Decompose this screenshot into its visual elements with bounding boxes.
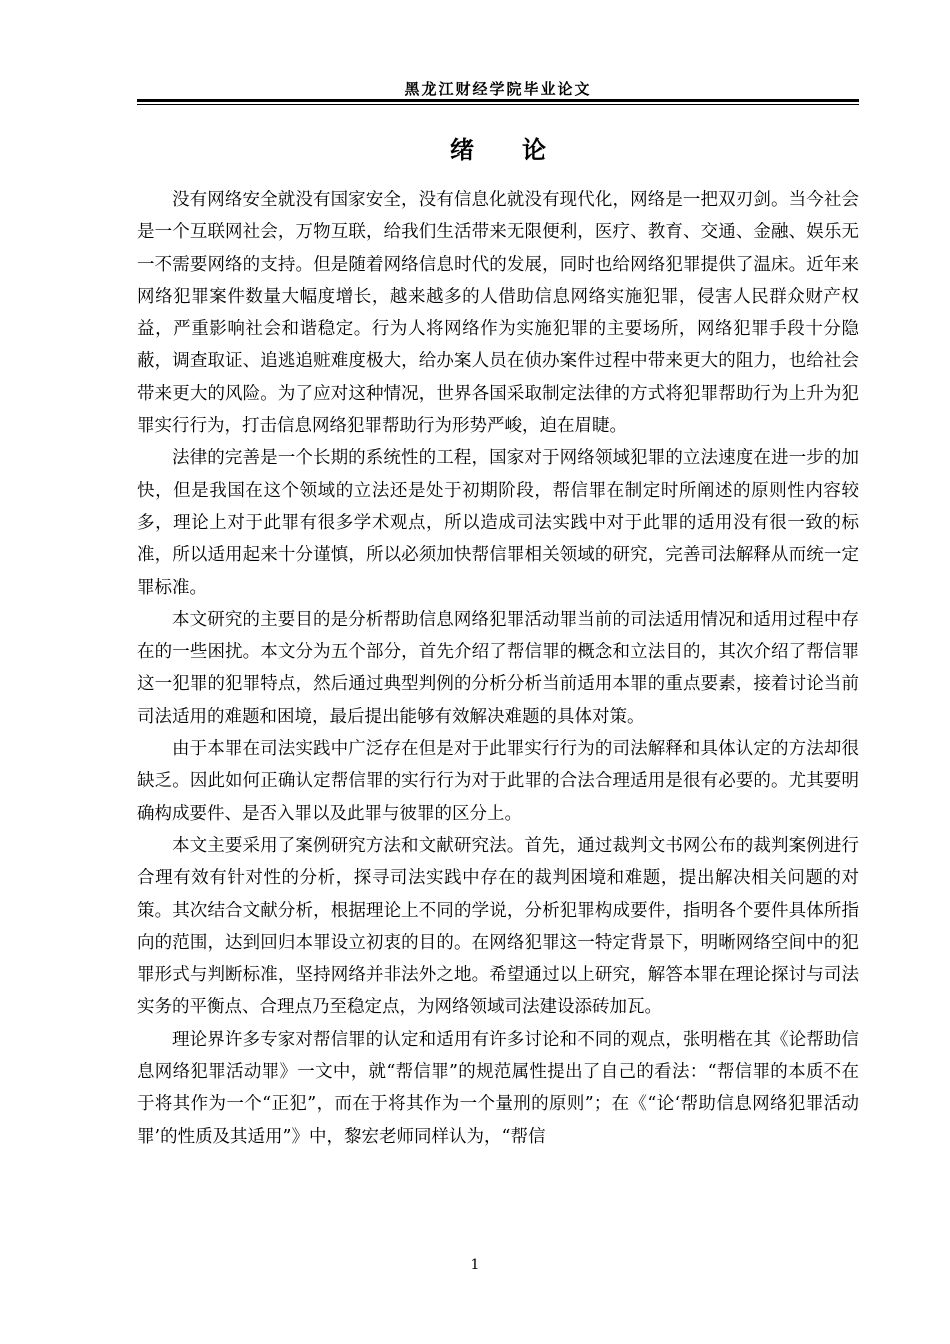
header-rule-thick xyxy=(137,99,859,102)
paragraph: 法律的完善是一个长期的系统性的工程，国家对于网络领域犯罪的立法速度在进一步的加快，但是我国在这个领域的立法还是处于初期阶段，帮信罪在制定时所阐述的原则性内容较多，理论上对于此罪有很多学术观点，所以造成司法实践中对于此罪的适用没有很一致的标准，所以适用起来十分谨慎，所以必须加快帮信罪相关领域的研究，完善司法解释从而统一定罪标准。 xyxy=(137,448,859,598)
paragraph: 由于本罪在司法实践中广泛存在但是对于此罪实行行为的司法解释和具体认定的方法却很缺乏。因此如何正确认定帮信罪的实行行为对于此罪的合法合理适用是很有必要的。尤其要明确构成要件、是否入罪以及此罪与彼罪的区分上。 xyxy=(137,739,859,824)
header-rule-thin xyxy=(137,104,859,105)
paragraph: 理论界许多专家对帮信罪的认定和适用有许多讨论和不同的观点，张明楷在其《论帮助信息网络犯罪活动罪》一文中，就“帮信罪”的规范属性提出了自己的看法：“帮信罪的本质不在于将其作为一个“正犯”，而在于将其作为一个量刑的原则”；在《“论‘帮助信息网络犯罪活动罪’的性质及其适用”》中，黎宏老师同样认为，“帮信 xyxy=(137,1029,859,1147)
page-number: 1 xyxy=(470,1257,480,1273)
body-text xyxy=(137,184,859,1153)
section-title: 绪 论 xyxy=(450,135,546,164)
paragraph: 没有网络安全就没有国家安全，没有信息化就没有现代化，网络是一把双刃剑。当今社会是一个互联网社会，万物互联，给我们生活带来无限便利，医疗、教育、交通、金融、娱乐无一不需要网络的支持。但是随着网络信息时代的发展，同时也给网络犯罪提供了温床。近年来网络犯罪案件数量大幅度增长，越来越多的人借助信息网络实施犯罪，侵害人民群众财产权益，严重影响社会和谐稳定。行为人将网络作为实施犯罪的主要场所，网络犯罪手段十分隐蔽，调查取证、追逃追赃难度极大，给办案人员在侦办案件过程中带来更大的阻力，也给社会带来更大的风险。为了应对这种情况，世界各国采取制定法律的方式将犯罪帮助行为上升为犯罪实行行为，打击信息网络犯罪帮助行为形势严峻，迫在眉睫。 xyxy=(137,190,859,437)
running-header: 黑龙江财经学院毕业论文 xyxy=(404,80,592,98)
paragraph: 本文研究的主要目的是分析帮助信息网络犯罪活动罪当前的司法适用情况和适用过程中存在的一些困扰。本文分为五个部分，首先介绍了帮信罪的概念和立法目的，其次介绍了帮信罪这一犯罪的犯罪特点，然后通过典型判例的分析分析当前适用本罪的重点要素，接着讨论当前司法适用的难题和困境，最后提出能够有效解决难题的具体对策。 xyxy=(137,609,859,727)
paragraph: 本文主要采用了案例研究方法和文献研究法。首先，通过裁判文书网公布的裁判案例进行合理有效有针对性的分析，探寻司法实践中存在的裁判困境和难题，提出解决相关问题的对策。其次结合文献分析，根据理论上不同的学说，分析犯罪构成要件，指明各个要件具体所指向的范围，达到回归本罪设立初衷的目的。在网络犯罪这一特定背景下，明晰网络空间中的犯罪形式与判断标准，坚持网络并非法外之地。希望通过以上研究，解答本罪在理论探讨与司法实务的平衡点、合理点乃至稳定点，为网络领域司法建设添砖加瓦。 xyxy=(137,835,859,1018)
